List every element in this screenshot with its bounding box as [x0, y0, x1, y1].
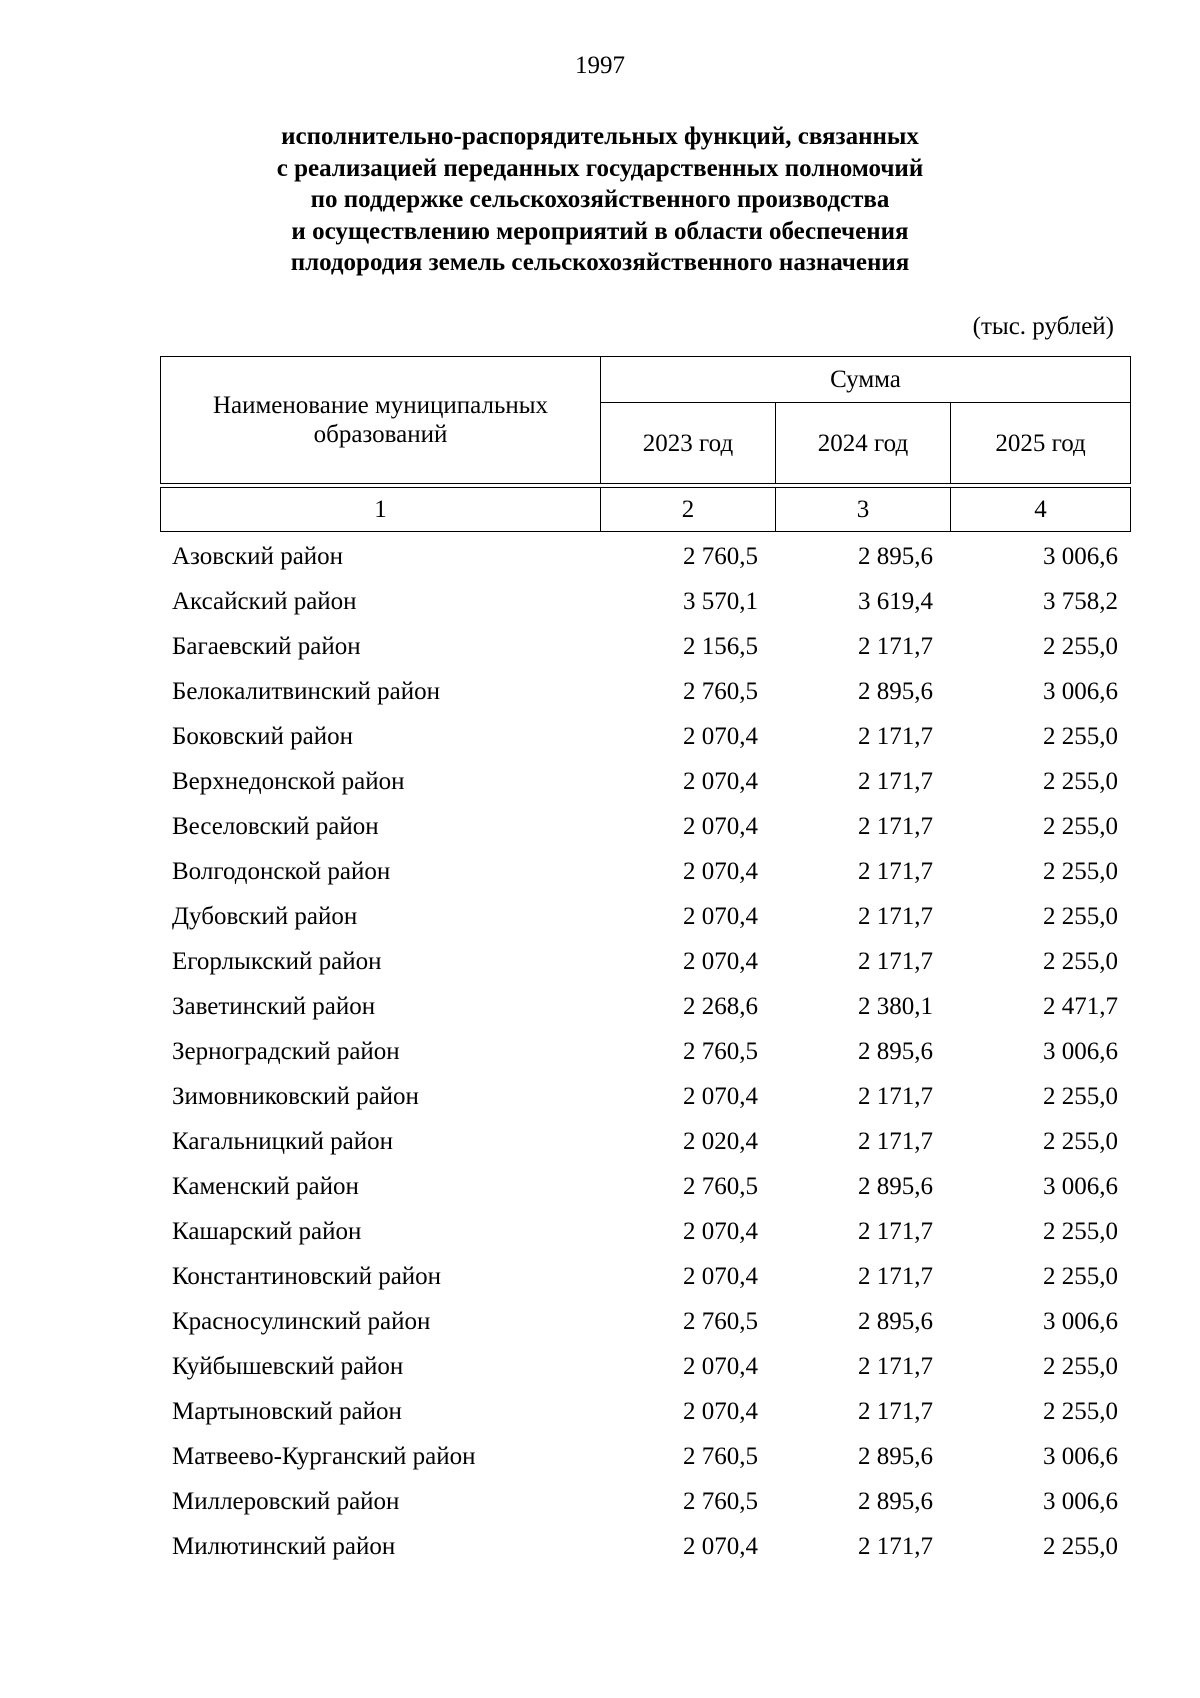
value-2023: 2 760,5	[683, 1038, 758, 1065]
value-2025: 2 471,7	[1043, 993, 1118, 1020]
column-number-1: 1	[161, 488, 601, 532]
value-2024: 2 895,6	[858, 1443, 933, 1470]
municipality-name: Константиновский район	[172, 1263, 442, 1290]
table-row	[160, 1029, 1130, 1074]
value-2025: 3 006,6	[1043, 1488, 1118, 1515]
table-header	[160, 356, 1131, 532]
municipality-name: Зерноградский район	[172, 1038, 400, 1065]
title-line: с реализацией переданных государственных полномочий	[276, 154, 924, 182]
municipality-name: Аксайский район	[172, 588, 357, 615]
value-2023: 2 070,4	[683, 723, 758, 750]
municipality-name: Красносулинский район	[172, 1308, 431, 1335]
municipality-name: Верхнедонской район	[172, 768, 405, 795]
value-2023: 3 570,1	[683, 588, 758, 615]
table-row	[160, 939, 1130, 984]
value-2024: 2 895,6	[858, 678, 933, 705]
value-2024: 2 895,6	[858, 1488, 933, 1515]
value-2025: 2 255,0	[1043, 1263, 1118, 1290]
header-year-2023: 2023 год	[601, 403, 776, 484]
value-2024: 2 171,7	[858, 1218, 933, 1245]
value-2025: 3 006,6	[1043, 543, 1118, 570]
value-2024: 2 171,7	[858, 948, 933, 975]
table-row	[160, 1074, 1130, 1119]
municipality-name: Кашарский район	[172, 1218, 362, 1245]
value-2023: 2 760,5	[683, 1443, 758, 1470]
value-2024: 2 171,7	[858, 768, 933, 795]
value-2025: 2 255,0	[1043, 1533, 1118, 1560]
municipality-name: Азовский район	[172, 543, 344, 570]
value-2024: 2 171,7	[858, 903, 933, 930]
value-2025: 2 255,0	[1043, 768, 1118, 795]
municipality-name: Волгодонской район	[172, 858, 391, 885]
value-2023: 2 070,4	[683, 858, 758, 885]
value-2024: 3 619,4	[858, 588, 933, 615]
table-row	[160, 624, 1130, 669]
page-number: 1997	[575, 52, 625, 79]
municipality-name: Багаевский район	[172, 633, 361, 660]
value-2023: 2 070,4	[683, 1218, 758, 1245]
value-2024: 2 895,6	[858, 1038, 933, 1065]
table-row	[160, 1389, 1130, 1434]
municipality-name: Кагальницкий район	[172, 1128, 394, 1155]
units-label: (тыс. рублей)	[972, 313, 1114, 340]
table-row	[160, 534, 1130, 579]
value-2024: 2 171,7	[858, 1533, 933, 1560]
value-2024: 2 171,7	[858, 1128, 933, 1155]
value-2023: 2 070,4	[683, 1398, 758, 1425]
municipality-name: Дубовский район	[172, 903, 358, 930]
value-2023: 2 760,5	[683, 1308, 758, 1335]
value-2025: 3 758,2	[1043, 588, 1118, 615]
municipality-name: Веселовский район	[172, 813, 379, 840]
value-2023: 2 268,6	[683, 993, 758, 1020]
table-row	[160, 669, 1130, 714]
table-row	[160, 1524, 1130, 1569]
value-2024: 2 171,7	[858, 813, 933, 840]
municipality-name: Белокалитвинский район	[172, 678, 440, 705]
title-line: и осуществлению мероприятий в области обеспечения	[291, 217, 909, 245]
value-2024: 2 895,6	[858, 1308, 933, 1335]
value-2025: 3 006,6	[1043, 1038, 1118, 1065]
value-2025: 3 006,6	[1043, 678, 1118, 705]
value-2023: 2 760,5	[683, 678, 758, 705]
value-2025: 2 255,0	[1043, 1083, 1118, 1110]
table-row	[160, 1434, 1130, 1479]
table-row	[160, 714, 1130, 759]
table-row	[160, 759, 1130, 804]
value-2024: 2 171,7	[858, 723, 933, 750]
municipality-name: Заветинский район	[172, 993, 376, 1020]
value-2025: 2 255,0	[1043, 948, 1118, 975]
municipality-name: Егорлыкский район	[172, 948, 382, 975]
value-2025: 2 255,0	[1043, 1398, 1118, 1425]
value-2023: 2 070,4	[683, 1263, 758, 1290]
value-2023: 2 070,4	[683, 1083, 758, 1110]
title-line: плодородия земель сельскохозяйственного назначения	[290, 249, 910, 276]
document-title	[0, 121, 1200, 279]
table-row	[160, 1164, 1130, 1209]
header-sum: Сумма	[601, 357, 1131, 403]
value-2024: 2 171,7	[858, 1083, 933, 1110]
value-2025: 2 255,0	[1043, 903, 1118, 930]
value-2023: 2 070,4	[683, 813, 758, 840]
value-2023: 2 760,5	[683, 1173, 758, 1200]
value-2025: 3 006,6	[1043, 1173, 1118, 1200]
value-2024: 2 171,7	[858, 1263, 933, 1290]
header-year-2025: 2025 год	[951, 403, 1131, 484]
value-2024: 2 171,7	[858, 1398, 933, 1425]
municipality-name: Куйбышевский район	[172, 1353, 404, 1380]
table-row	[160, 579, 1130, 624]
header-name-column	[161, 357, 601, 484]
column-number-3: 3	[776, 488, 951, 532]
value-2024: 2 171,7	[858, 633, 933, 660]
header-name-label: Наименование муниципальных образований	[212, 392, 549, 448]
value-2023: 2 070,4	[683, 1353, 758, 1380]
value-2025: 3 006,6	[1043, 1443, 1118, 1470]
value-2025: 2 255,0	[1043, 813, 1118, 840]
table-row	[160, 804, 1130, 849]
table-row	[160, 1119, 1130, 1164]
table-row	[160, 1254, 1130, 1299]
value-2024: 2 895,6	[858, 1173, 933, 1200]
header-year-2024: 2024 год	[776, 403, 951, 484]
value-2023: 2 070,4	[683, 1533, 758, 1560]
value-2023: 2 070,4	[683, 948, 758, 975]
table-row	[160, 1209, 1130, 1254]
municipality-name: Зимовниковский район	[172, 1083, 419, 1110]
table-body	[160, 534, 1130, 1569]
municipality-name: Матвеево-Курганский район	[172, 1443, 476, 1470]
municipality-name: Мартыновский район	[172, 1398, 402, 1425]
municipality-name: Боковский район	[172, 723, 353, 750]
value-2023: 2 156,5	[683, 633, 758, 660]
value-2024: 2 171,7	[858, 1353, 933, 1380]
municipality-name: Миллеровский район	[172, 1488, 400, 1515]
value-2024: 2 380,1	[858, 993, 933, 1020]
table-row	[160, 984, 1130, 1029]
table-row	[160, 849, 1130, 894]
value-2025: 2 255,0	[1043, 1128, 1118, 1155]
municipality-name: Милютинский район	[172, 1533, 396, 1560]
table-row	[160, 1344, 1130, 1389]
municipality-name: Каменский район	[172, 1173, 359, 1200]
column-number-2: 2	[601, 488, 776, 532]
value-2025: 2 255,0	[1043, 858, 1118, 885]
value-2023: 2 760,5	[683, 543, 758, 570]
value-2025: 2 255,0	[1043, 1218, 1118, 1245]
table-row	[160, 1299, 1130, 1344]
table-row	[160, 1479, 1130, 1524]
value-2025: 2 255,0	[1043, 1353, 1118, 1380]
value-2024: 2 895,6	[858, 543, 933, 570]
value-2025: 2 255,0	[1043, 633, 1118, 660]
value-2023: 2 070,4	[683, 903, 758, 930]
value-2025: 3 006,6	[1043, 1308, 1118, 1335]
column-number-4: 4	[951, 488, 1131, 532]
value-2025: 2 255,0	[1043, 723, 1118, 750]
title-line: по поддержке сельскохозяйственного производства	[310, 186, 890, 213]
value-2023: 2 760,5	[683, 1488, 758, 1515]
table-row	[160, 894, 1130, 939]
value-2023: 2 020,4	[683, 1128, 758, 1155]
value-2024: 2 171,7	[858, 858, 933, 885]
title-line: исполнительно-распорядительных функций, связанных	[281, 123, 919, 150]
value-2023: 2 070,4	[683, 768, 758, 795]
